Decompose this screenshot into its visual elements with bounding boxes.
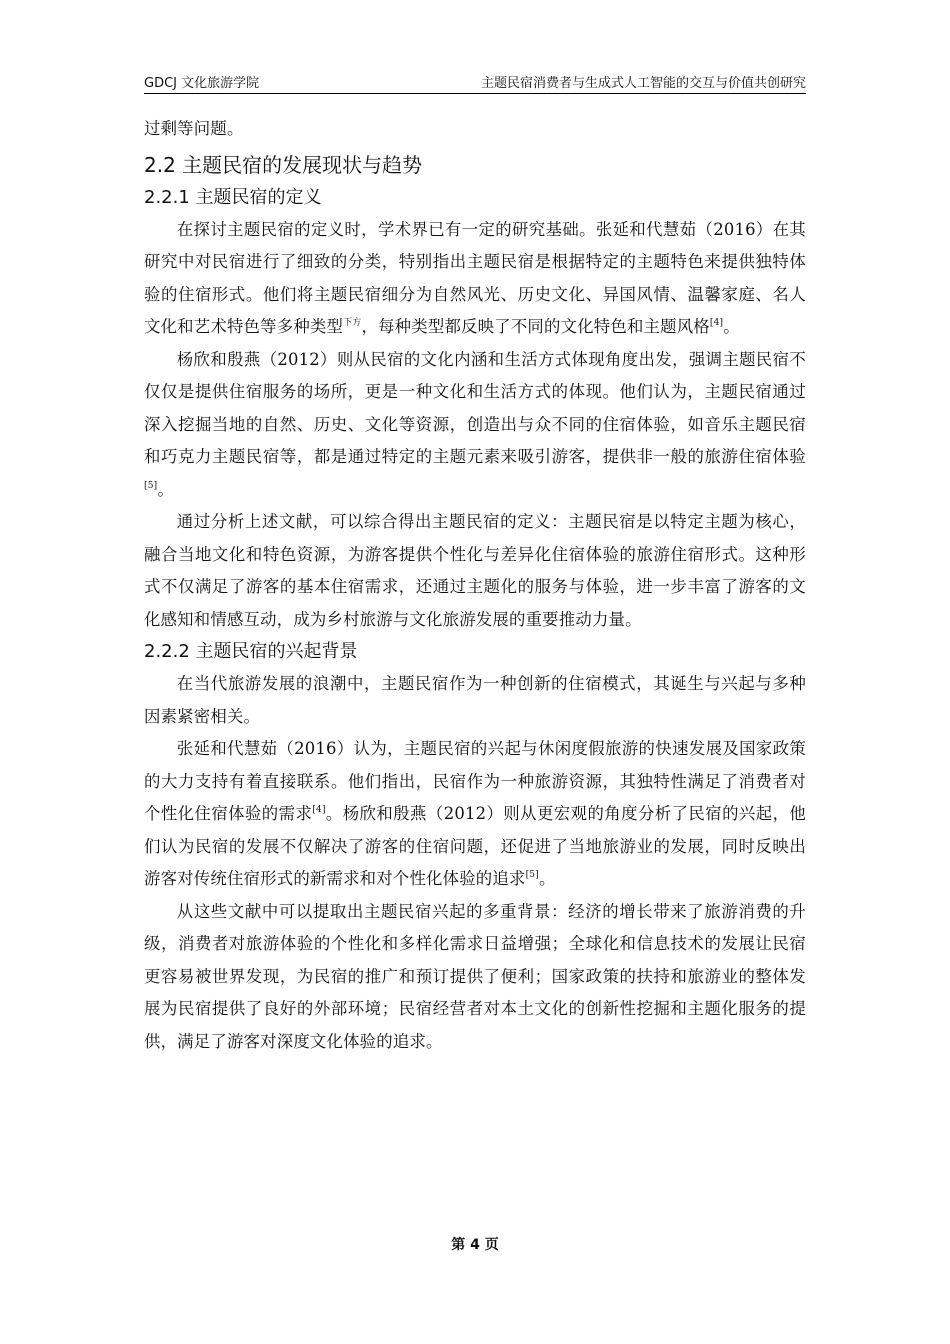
page-header	[144, 70, 806, 92]
paragraph-background-intro: 在当代旅游发展的浪潮中，主题民宿作为一种创新的住宿模式，其诞生与兴起与多种因素紧密相关。	[144, 674, 806, 726]
page-body	[144, 113, 806, 1058]
header-paper-title: 主题民宿消费者与生成式人工智能的交互与价值共创研究	[480, 76, 806, 91]
page-number: 第 4 页	[451, 1237, 499, 1253]
paragraph-text: 。	[723, 317, 740, 336]
paragraph-text: 。	[157, 479, 174, 499]
inline-note: 下方	[343, 318, 362, 328]
paragraph-text: 。杨欣和殷燕（2012）则从更宏观的角度分析了民宿的兴起，他们认为民宿的发展不仅解决了游客的住宿问题，还促进了当地旅游业的发展，同时反映出游客对传统住宿形式的新需求和对个性化体验的追求	[144, 804, 807, 888]
paragraph-definition-1	[144, 214, 806, 344]
citation-ref: [5]	[525, 870, 539, 880]
citation-ref: [4]	[312, 805, 326, 815]
header-institution: GDCJ 文化旅游学院	[144, 76, 260, 91]
paragraph-text: 杨欣和殷燕（2012）则从民宿的文化内涵和生活方式体现角度出发，强调主题民宿不仅仅是提供住宿服务的场所，更是一种文化和生活方式的体现。他们认为，主题民宿通过深入挖掘当地的自然、历史、文化等资源，创造出与众不同的住宿体验，如音乐主题民宿和巧克力主题民宿等，都是通过特定的主题元素来吸引游客，提供非一般的旅游住宿体验	[144, 349, 806, 466]
paragraph-text: 在探讨主题民宿的定义时，学术界已有一定的研究基础。张延和代慧茹（2016）在其研究中对民宿进行了细致的分类，特别指出主题民宿是根据特定的主题特色来提供独特体验的住宿形式。他们将主题民宿细分为自然风光、历史文化、异国风情、温馨家庭、名人文化和艺术特色等多种类型	[144, 219, 806, 336]
citation-ref: [5]	[144, 480, 158, 491]
citation-ref: [4]	[709, 318, 724, 328]
paragraph-definition-summary: 通过分析上述文献，可以综合得出主题民宿的定义：主题民宿是以特定主题为核心，融合当地文化和特色资源，为游客提供个性化与差异化住宿体验的旅游住宿形式。这种形式不仅满足了游客的基本住宿需求，还通过主题化的服务与体验，进一步丰富了游客的文化感知和情感互动，成为乡村旅游与文化旅游发展的重要推动力量。	[144, 512, 806, 629]
header-rule	[144, 93, 806, 94]
paragraph-continuation: 过剩等问题。	[144, 119, 244, 138]
subsection-heading-2-2-2: 2.2.2 主题民宿的兴起背景	[144, 641, 358, 662]
paragraph-background-summary: 从这些文献中可以提取出主题民宿兴起的多重背景：经济的增长带来了旅游消费的升级，消费者对旅游体验的个性化和多样化需求日益增强；全球化和信息技术的发展让民宿更容易被世界发现，为民宿的推广和预订提供了便利；国家政策的扶持和旅游业的整体发展为民宿提供了良好的外部环境；民宿经营者对本土文化的创新性挖掘和主题化服务的提供，满足了游客对深度文化体验的追求。	[144, 901, 806, 1051]
paragraph-text: 张延和代慧茹（2016）认为，主题民宿的兴起与休闲度假旅游的快速发展及国家政策的大力支持有着直接联系。他们指出，民宿作为一种旅游资源，其独特性满足了消费者对个性化住宿体验的需求	[144, 739, 806, 823]
paragraph-definition-2	[144, 344, 806, 507]
paragraph-text: ，每种类型都反映了不同的文化特色和主题风格	[361, 317, 710, 336]
paragraph-background-literature	[144, 733, 806, 896]
section-heading-2-2: 2.2 主题民宿的发展现状与趋势	[144, 152, 423, 177]
subsection-heading-2-2-1: 2.2.1 主题民宿的定义	[144, 186, 322, 208]
paragraph-text: 。	[538, 869, 556, 888]
